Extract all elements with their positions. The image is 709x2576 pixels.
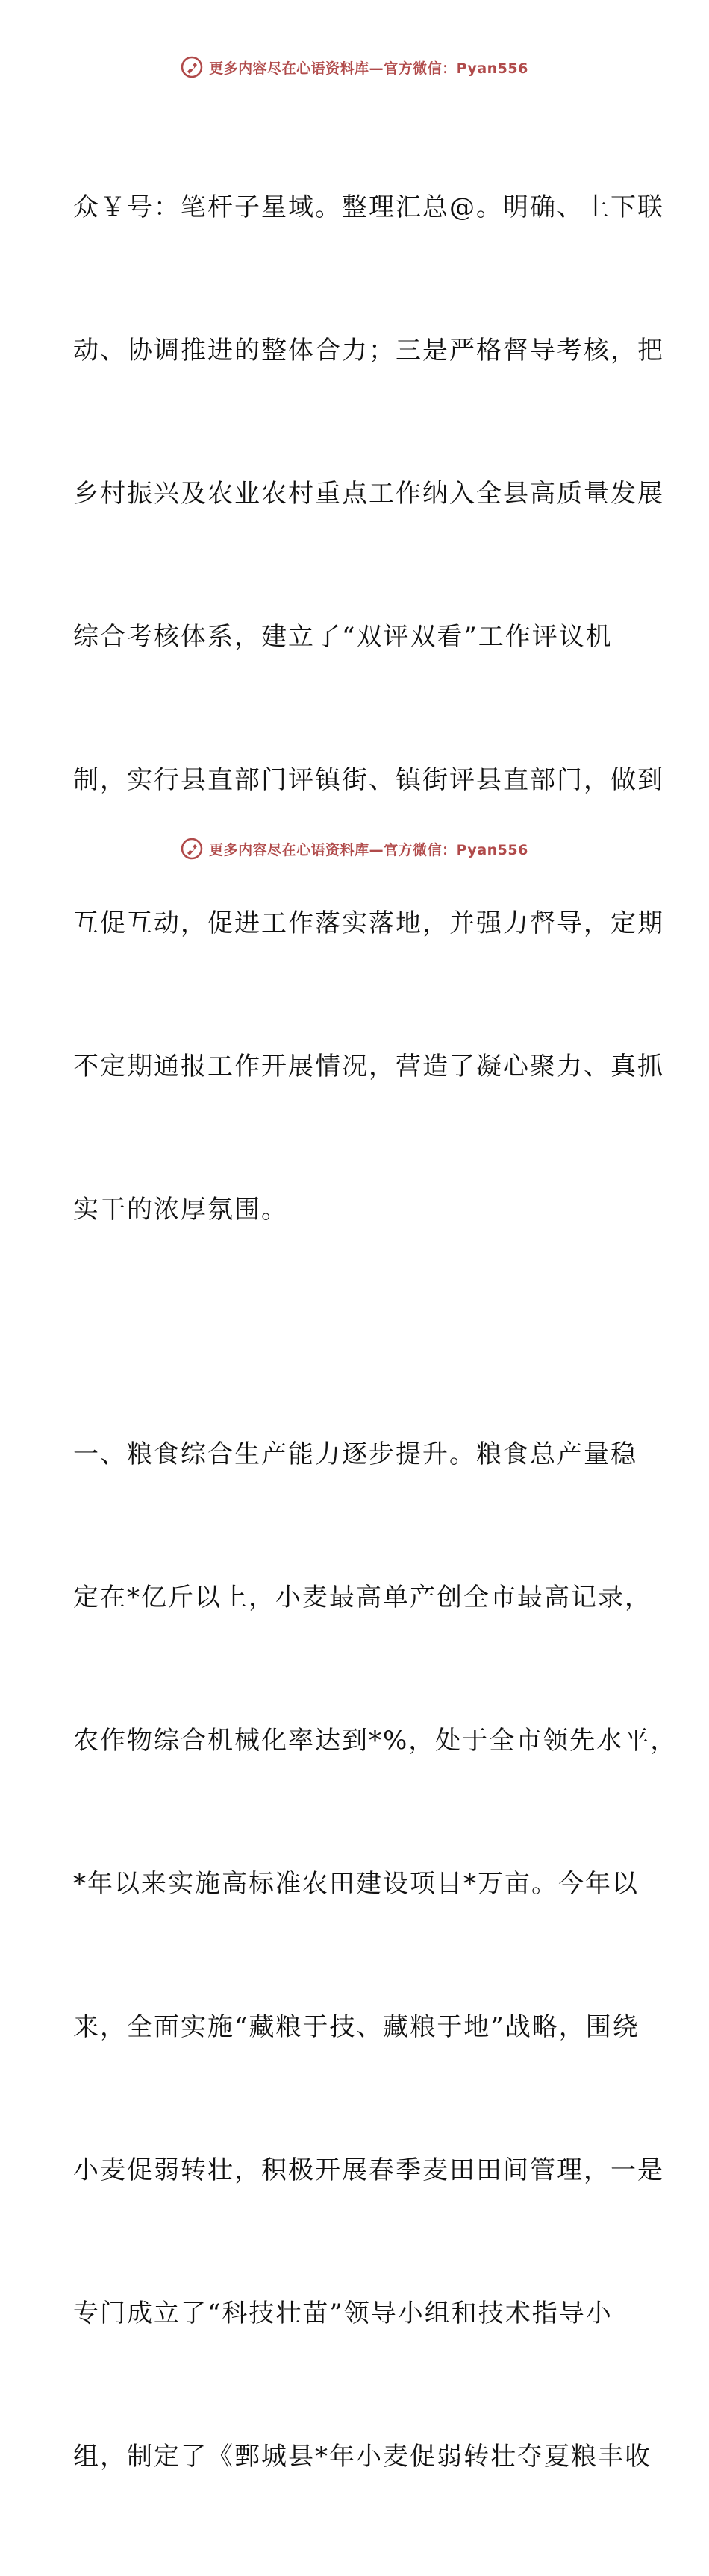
- text-line: 实干的浓厚氛围。: [73, 1195, 288, 1225]
- text-line: 农作物综合机械化率达到*%，处于全市领先水平，: [73, 1726, 678, 1756]
- header-watermark: [0, 52, 709, 82]
- paragraph-1: [73, 88, 664, 1329]
- watermark-text: 更多内容尽在心语资料库—官方微信：Pyan556: [209, 60, 528, 77]
- text-line: 小麦促弱转壮，积极开展春季麦田田间管理，一是: [73, 2155, 664, 2185]
- text-line: 众￥号：笔杆子星域。整理汇总@。明确、上下联: [73, 192, 664, 222]
- text-line: 综合考核体系，建立了“双评双看”工作评议机: [73, 622, 613, 652]
- text-line: 组，制定了《鄄城县*年小麦促弱转壮夺夏粮丰收: [73, 2442, 652, 2472]
- text-line: 来，全面实施“藏粮于技、藏粮于地”战略，围绕: [73, 2012, 640, 2042]
- text-line: 动、协调推进的整体合力；三是严格督导考核，把: [73, 336, 664, 365]
- text-line: 乡村振兴及农业农村重点工作纳入全县高质量发展: [73, 479, 664, 509]
- text-line: 一、粮食综合生产能力逐步提升。粮食总产量稳: [73, 1439, 637, 1469]
- paragraph-2: [73, 1335, 678, 2576]
- text-line: 专门成立了“科技壮苗”领导小组和技术指导小: [73, 2299, 613, 2328]
- text-line: 定在*亿斤以上，小麦最高单产创全市最高记录，: [73, 1583, 652, 1612]
- text-line: 制，实行县直部门评镇街、镇街评县直部门，做到: [73, 765, 664, 795]
- text-line: 不定期通报工作开展情况，营造了凝心聚力、真抓: [73, 1052, 664, 1081]
- footer-watermark: [0, 834, 709, 864]
- text-line: 互促互动，促进工作落实落地，并强力督导，定期: [73, 908, 664, 938]
- text-line: *年以来实施高标准农田建设项目*万亩。今年以: [73, 1869, 639, 1899]
- pen-seal-icon: [181, 56, 203, 78]
- document-body: [73, 88, 678, 2576]
- pen-seal-icon: [181, 838, 203, 860]
- watermark-text: 更多内容尽在心语资料库—官方微信：Pyan556: [209, 841, 528, 858]
